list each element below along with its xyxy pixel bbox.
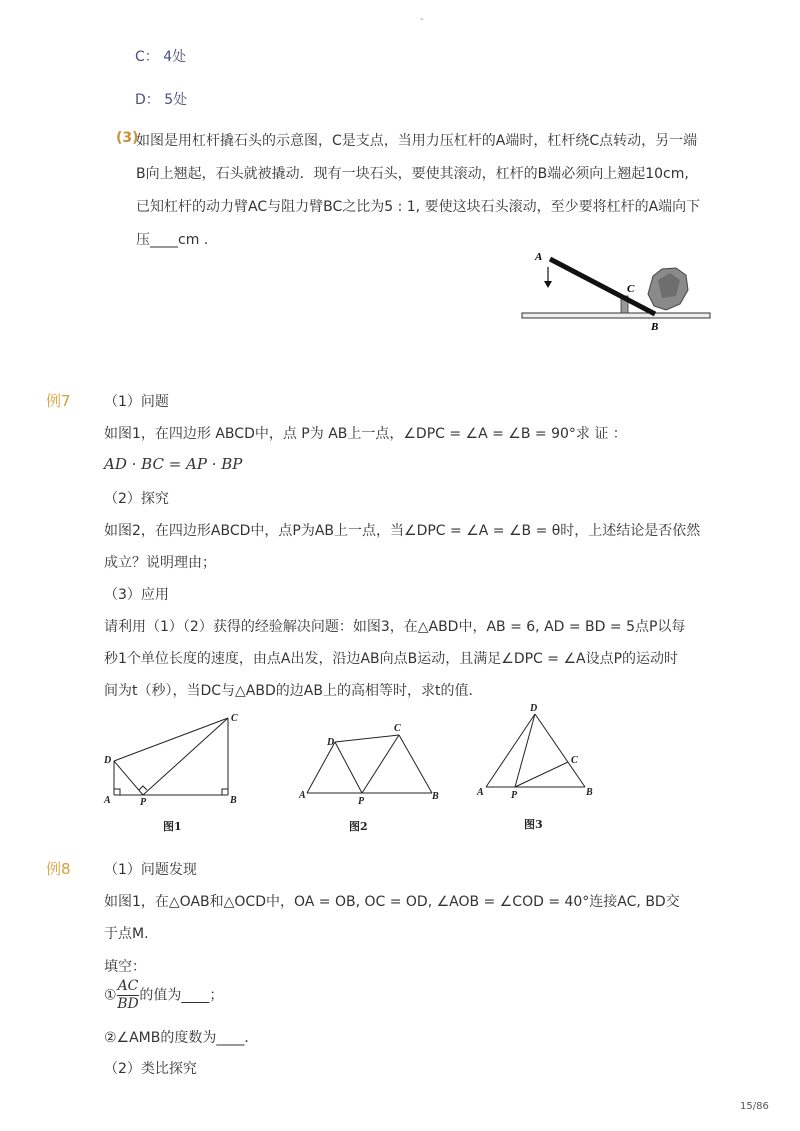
ex7-part1-title: （1）问题	[104, 394, 169, 410]
item-1-text: 的值为____；	[139, 987, 224, 1004]
figure-3	[472, 700, 602, 805]
choice-d: D： 5处	[135, 92, 188, 108]
ex8-part1-title: （1）问题发现	[104, 862, 197, 878]
fig1-right-angle-a	[114, 789, 120, 795]
ground-bar	[522, 313, 710, 318]
fig3-label-c: C	[571, 755, 578, 766]
fig3-label-p: P	[511, 790, 518, 801]
fraction-numerator: AC	[117, 978, 139, 994]
ex7-part2-title: （2）探究	[104, 491, 169, 507]
fig3-seg-pc	[515, 762, 568, 787]
fig1-label-p: P	[140, 797, 147, 808]
fig1-side-dc	[114, 718, 228, 761]
ex7-line-10: 间为t（秒），当DC与△ABD的边AB上的高相等时，求t的值．	[104, 683, 483, 699]
label-a: A	[535, 251, 543, 263]
fig3-seg-dp	[515, 714, 535, 787]
ex7-line-5: 如图2，在四边形ABCD中，点P为AB上一点，当∠DPC = ∠A = ∠B = θ时，上述结论是否依然	[104, 523, 701, 539]
ex8-fill-in: 填空：	[104, 959, 146, 975]
fig2-label-b: B	[432, 791, 439, 802]
fig1-label-a: A	[104, 795, 111, 806]
fig2-side-ad	[307, 742, 335, 793]
fig2-seg-pc	[362, 735, 399, 793]
ex7-line-2: 如图1，在四边形 ABCD中，点 P为 AB上一点，∠DPC = ∠A = ∠B = 90°求 证 ：	[104, 426, 627, 442]
ex8-item-1	[104, 978, 223, 1013]
fig2-side-cb	[399, 735, 432, 793]
example-8-label: 例8	[46, 860, 71, 878]
ex8-line-2: 如图1，在△OAB和△OCD中，OA = OB, OC = OD, ∠AOB = ∠COD = 40°连接AC, BD交	[104, 894, 680, 910]
lever-figure	[520, 250, 715, 335]
figure-2-caption: 图2	[349, 820, 368, 833]
fig2-seg-dp	[335, 742, 362, 793]
question-number: (3)	[116, 130, 139, 146]
ex8-part2-title: （2）类比探究	[104, 1061, 197, 1077]
q3-line-2: B向上翘起，石头就被撬动．现有一块石头，要使其滚动，杠杆的B端必须向上翘起10cm,	[136, 166, 689, 182]
example-7-label: 例7	[46, 392, 71, 410]
fig2-label-c: C	[394, 723, 401, 734]
fig3-label-d: D	[530, 703, 538, 714]
ex7-line-9: 秒1个单位长度的速度，由点A出发，沿边AB向点B运动，且满足∠DPC = ∠A设点P的运动时	[104, 651, 679, 667]
figure-2	[296, 718, 446, 808]
figure-3-caption: 图3	[524, 818, 543, 831]
fig1-label-b: B	[230, 795, 237, 806]
fig3-side-ad	[486, 714, 535, 787]
q3-line-1: 如图是用杠杆撬石头的示意图，C是支点，当用力压杠杆的A端时，杠杆绕C点转动，另一端	[136, 133, 698, 149]
fig2-label-d: D	[327, 737, 335, 748]
fig2-label-p: P	[358, 796, 365, 807]
q3-line-4: 压____cm .	[136, 232, 209, 248]
choice-c: C： 4处	[135, 49, 187, 65]
figure-1-caption: 图1	[163, 820, 182, 833]
q3-line-3: 已知杠杆的动力臂AC与阻力臂BC之比为5 : 1, 要使这块石头滚动，至少要将杠杆的A端向下	[136, 199, 701, 215]
fig3-label-b: B	[586, 787, 593, 798]
fraction-denominator: BD	[117, 996, 139, 1012]
page-number: 15/86	[740, 1101, 769, 1112]
ex8-line-3: 于点M.	[104, 926, 149, 942]
ex7-line-6: 成立？说明理由；	[104, 555, 216, 571]
ex7-line-3: AD · BC = AP · BP	[104, 455, 243, 473]
ex7-part3-title: （3）应用	[104, 587, 169, 603]
fig1-right-angle-b	[222, 789, 228, 795]
fig1-seg-pc	[143, 718, 228, 795]
fig1-right-angle-p	[139, 786, 147, 790]
fig3-label-a: A	[477, 787, 484, 798]
top-mark: -	[420, 14, 424, 25]
ex8-item-2: ②∠AMB的度数为____．	[104, 1030, 259, 1046]
label-b: B	[651, 321, 659, 333]
lever-bar	[550, 259, 655, 314]
figure-1	[100, 708, 250, 808]
fig1-label-c: C	[231, 713, 238, 724]
fig2-label-a: A	[299, 790, 306, 801]
fig1-label-d: D	[104, 755, 112, 766]
item-1-marker: ①	[104, 987, 117, 1004]
force-arrow-head	[544, 281, 552, 288]
fraction-ac-bd	[117, 978, 140, 1013]
fig2-side-dc	[335, 735, 399, 742]
ex7-line-8: 请利用（1）（2）获得的经验解决问题：如图3，在△ABD中，AB = 6, AD = BD = 5点P以每	[104, 619, 686, 635]
fig3-side-db	[535, 714, 585, 787]
fig1-seg-dp	[114, 761, 143, 795]
label-c: C	[627, 283, 635, 295]
